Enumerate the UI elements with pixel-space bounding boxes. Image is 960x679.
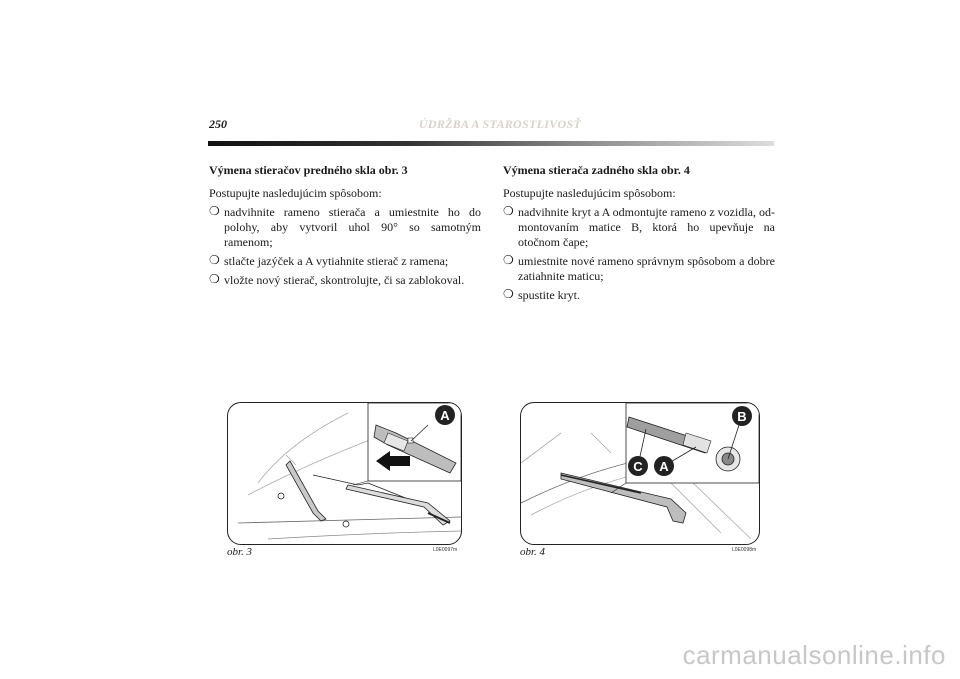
header-rule — [208, 141, 774, 146]
watermark: carmanualsonline.info — [682, 640, 946, 670]
front-wiper-section — [209, 163, 481, 292]
figure-code: L0E0098m — [732, 547, 757, 553]
bullet-icon: ❍ — [209, 272, 220, 286]
page-number: 250 — [209, 117, 227, 131]
figure-caption: obr. 4 — [520, 546, 546, 558]
rear-wiper-drawing — [521, 403, 759, 544]
bullet-icon: ❍ — [503, 287, 514, 301]
list-item: ❍ nadvihnite kryt a A odmontujte rameno z vozidla, od-montovaním matice B, ktorá ho upevňuje na otočnom čape; — [503, 204, 775, 249]
rear-wiper-section — [503, 163, 775, 307]
rear-wiper-intro: Postupujte nasledujúcim spôsobom: — [503, 186, 676, 200]
bullet-icon: ❍ — [503, 253, 514, 267]
list-item: ❍ spustite kryt. — [503, 287, 580, 302]
list-item: ❍ nadvihnite rameno stierača a umiestnite ho do polohy, aby vytvoril uhol 90° so samotným ramenom; — [209, 204, 481, 249]
list-item: ❍ vložte nový stierač, skontrolujte, či sa zablokoval. — [209, 272, 465, 287]
bullet-icon: ❍ — [209, 253, 220, 267]
front-wiper-heading: Výmena stieračov predného skla obr. 3 — [209, 163, 408, 177]
rear-wiper-illustration — [520, 402, 760, 545]
front-wiper-drawing — [228, 403, 461, 544]
front-wiper-intro: Postupujte nasledujúcim spôsobom: — [209, 186, 382, 200]
chapter-title: ÚDRŽBA A STAROSTLIVOSŤ — [418, 117, 582, 131]
rear-wiper-steps — [503, 205, 775, 303]
figure-caption: obr. 3 — [227, 546, 253, 558]
front-wiper-illustration — [227, 402, 462, 545]
label-b: B — [737, 409, 747, 424]
bullet-icon: ❍ — [209, 204, 220, 218]
list-item: ❍ stlačte jazýček a A vytiahnite stierač z ramena; — [209, 253, 449, 268]
list-item: ❍ umiestnite nové rameno správnym spôsobom a dobre zatiahnite maticu; — [503, 253, 775, 283]
front-wiper-steps — [209, 205, 481, 288]
bullet-icon: ❍ — [503, 204, 514, 218]
label-c: C — [633, 459, 643, 474]
label-a: A — [440, 408, 450, 423]
rear-wiper-heading: Výmena stierača zadného skla obr. 4 — [503, 163, 690, 177]
label-a: A — [659, 459, 669, 474]
figure-code: L0E0097m — [433, 547, 458, 553]
